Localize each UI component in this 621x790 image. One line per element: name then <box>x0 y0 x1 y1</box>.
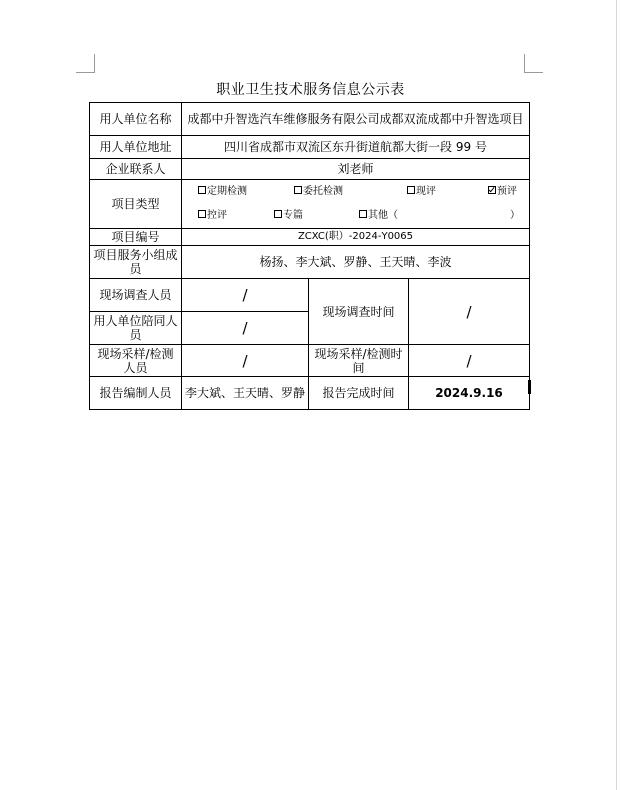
option-special-chapter[interactable]: 专篇 <box>274 209 303 223</box>
margin-corner-mark-right <box>524 54 543 73</box>
report-completion-time-label: 报告完成时间 <box>309 377 409 410</box>
margin-corner-mark-left <box>76 54 95 73</box>
option-pre-eval[interactable]: 预评 <box>488 185 517 199</box>
text-cursor <box>528 380 531 394</box>
sampling-time-value: / <box>409 345 530 377</box>
site-investigators-value: / <box>182 279 309 312</box>
employer-name-value: 成都中升智选汽车维修服务有限公司成都双流成都中升智选项目 <box>182 103 530 136</box>
table-row-site-investigators <box>90 279 530 312</box>
option-other-close-paren: ） <box>510 210 520 221</box>
report-completion-time-value: 2024.9.16 <box>409 377 530 410</box>
team-members-label: 项目服务小组成员 <box>90 246 182 279</box>
contact-value: 刘老师 <box>182 159 530 180</box>
option-entrusted-check[interactable]: 委托检测 <box>294 185 343 199</box>
project-type-label: 项目类型 <box>90 180 182 229</box>
table-row-team-members <box>90 246 530 279</box>
site-investigators-label: 现场调查人员 <box>90 279 182 312</box>
site-investigation-time-label: 现场调查时间 <box>309 279 409 345</box>
sampling-staff-value: / <box>182 345 309 377</box>
checkbox-pre-eval-checked[interactable] <box>488 186 496 194</box>
table-row-project-number <box>90 229 530 246</box>
report-authors-value: 李大斌、王天晴、罗静 <box>182 377 309 410</box>
employer-name-label: 用人单位名称 <box>90 103 182 136</box>
employer-address-value: 四川省成都市双流区东升街道航都大街一段 99 号 <box>182 136 530 159</box>
checkbox-current-eval[interactable] <box>407 186 415 194</box>
site-investigation-time-value: / <box>409 279 530 345</box>
option-periodic-check[interactable]: 定期检测 <box>198 185 247 199</box>
sampling-time-label: 现场采样/检测时间 <box>309 345 409 377</box>
project-type-options <box>182 180 530 229</box>
checkbox-periodic-check[interactable] <box>198 186 206 194</box>
option-current-eval[interactable]: 现评 <box>407 185 436 199</box>
sampling-staff-label: 现场采样/检测人员 <box>90 345 182 377</box>
table-row-employer-address <box>90 136 530 159</box>
table-row-report <box>90 377 530 410</box>
table-row-employer-name <box>90 103 530 136</box>
employer-address-label: 用人单位地址 <box>90 136 182 159</box>
employer-escort-label: 用人单位陪同人员 <box>90 312 182 345</box>
option-other[interactable]: 其他（ <box>359 209 398 223</box>
contact-label: 企业联系人 <box>90 159 182 180</box>
employer-escort-value: / <box>182 312 309 345</box>
info-table <box>89 102 530 410</box>
table-row-sampling <box>90 345 530 377</box>
table-row-contact <box>90 159 530 180</box>
team-members-value: 杨扬、李大斌、罗静、王天晴、李波 <box>182 246 530 279</box>
checkbox-other[interactable] <box>359 210 367 218</box>
option-control-eval[interactable]: 控评 <box>198 209 227 223</box>
checkbox-control-eval[interactable] <box>198 210 206 218</box>
document-title: 职业卫生技术服务信息公示表 <box>216 82 405 98</box>
page-edge <box>616 0 617 790</box>
report-authors-label: 报告编制人员 <box>90 377 182 410</box>
project-number-label: 项目编号 <box>90 229 182 246</box>
checkbox-entrusted-check[interactable] <box>294 186 302 194</box>
table-row-project-type <box>90 180 530 229</box>
project-number-value: ZCXC(职）-2024-Y0065 <box>182 229 530 246</box>
checkbox-special-chapter[interactable] <box>274 210 282 218</box>
